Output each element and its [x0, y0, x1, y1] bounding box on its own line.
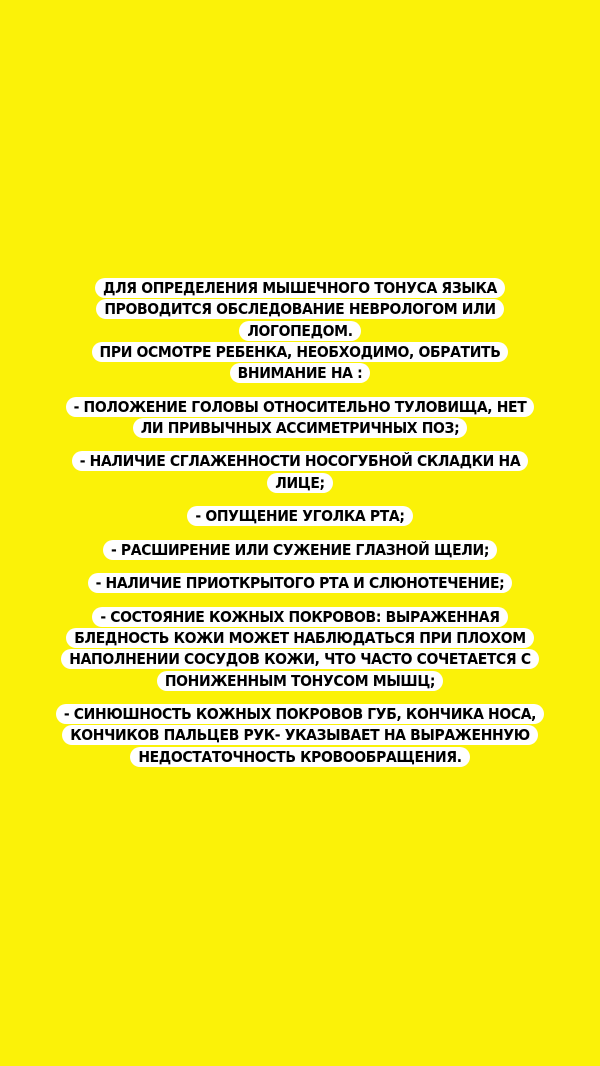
mouth-corner-paragraph	[0, 506, 600, 527]
text-line: ЛИ ПРИВЫЧНЫХ АССИМЕТРИЧНЫХ ПОЗ;	[133, 418, 468, 438]
text-line: - ОПУЩЕНИЕ УГОЛКА РТА;	[187, 506, 412, 526]
head-position-paragraph	[0, 397, 600, 440]
text-line: ЛОГОПЕДОМ.	[239, 321, 360, 341]
text-line: ЛИЦЕ;	[267, 473, 333, 493]
intro-paragraph	[0, 278, 600, 384]
text-line: ПРИ ОСМОТРЕ РЕБЕНКА, НЕОБХОДИМО, ОБРАТИТЬ	[92, 342, 509, 362]
text-line: - НАЛИЧИЕ ПРИОТКРЫТОГО РТА И СЛЮНОТЕЧЕНИЕ;	[88, 573, 513, 593]
nasolabial-fold-paragraph	[0, 451, 600, 494]
text-line: ВНИМАНИЕ НА :	[230, 363, 371, 383]
text-line: - СОСТОЯНИЕ КОЖНЫХ ПОКРОВОВ: ВЫРАЖЕННАЯ	[92, 607, 507, 627]
text-line: - ПОЛОЖЕНИЕ ГОЛОВЫ ОТНОСИТЕЛЬНО ТУЛОВИЩА, НЕТ	[66, 397, 535, 417]
text-line: - РАСШИРЕНИЕ ИЛИ СУЖЕНИЕ ГЛАЗНОЙ ЩЕЛИ;	[103, 540, 497, 560]
text-line: БЛЕДНОСТЬ КОЖИ МОЖЕТ НАБЛЮДАТЬСЯ ПРИ ПЛОХОМ	[66, 628, 534, 648]
cyanosis-paragraph	[0, 704, 600, 768]
text-line: - СИНЮШНОСТЬ КОЖНЫХ ПОКРОВОВ ГУБ, КОНЧИКА НОСА,	[56, 704, 544, 724]
skin-condition-paragraph	[0, 607, 600, 692]
text-line: НАПОЛНЕНИИ СОСУДОВ КОЖИ, ЧТО ЧАСТО СОЧЕТАЕТСЯ С	[61, 649, 538, 669]
text-line: КОНЧИКОВ ПАЛЬЦЕВ РУК- УКАЗЫВАЕТ НА ВЫРАЖЕННУЮ	[62, 725, 538, 745]
eye-slit-paragraph	[0, 540, 600, 561]
text-line: НЕДОСТАТОЧНОСТЬ КРОВООБРАЩЕНИЯ.	[130, 747, 469, 767]
text-line: ДЛЯ ОПРЕДЕЛЕНИЯ МЫШЕЧНОГО ТОНУСА ЯЗЫКА	[95, 278, 505, 298]
text-line: - НАЛИЧИЕ СГЛАЖЕННОСТИ НОСОГУБНОЙ СКЛАДКИ НА	[72, 451, 529, 471]
open-mouth-paragraph	[0, 573, 600, 594]
text-line: ПОНИЖЕННЫМ ТОНУСОМ МЫШЦ;	[157, 671, 443, 691]
story-text-block	[0, 278, 600, 768]
text-line: ПРОВОДИТСЯ ОБСЛЕДОВАНИЕ НЕВРОЛОГОМ ИЛИ	[96, 299, 503, 319]
